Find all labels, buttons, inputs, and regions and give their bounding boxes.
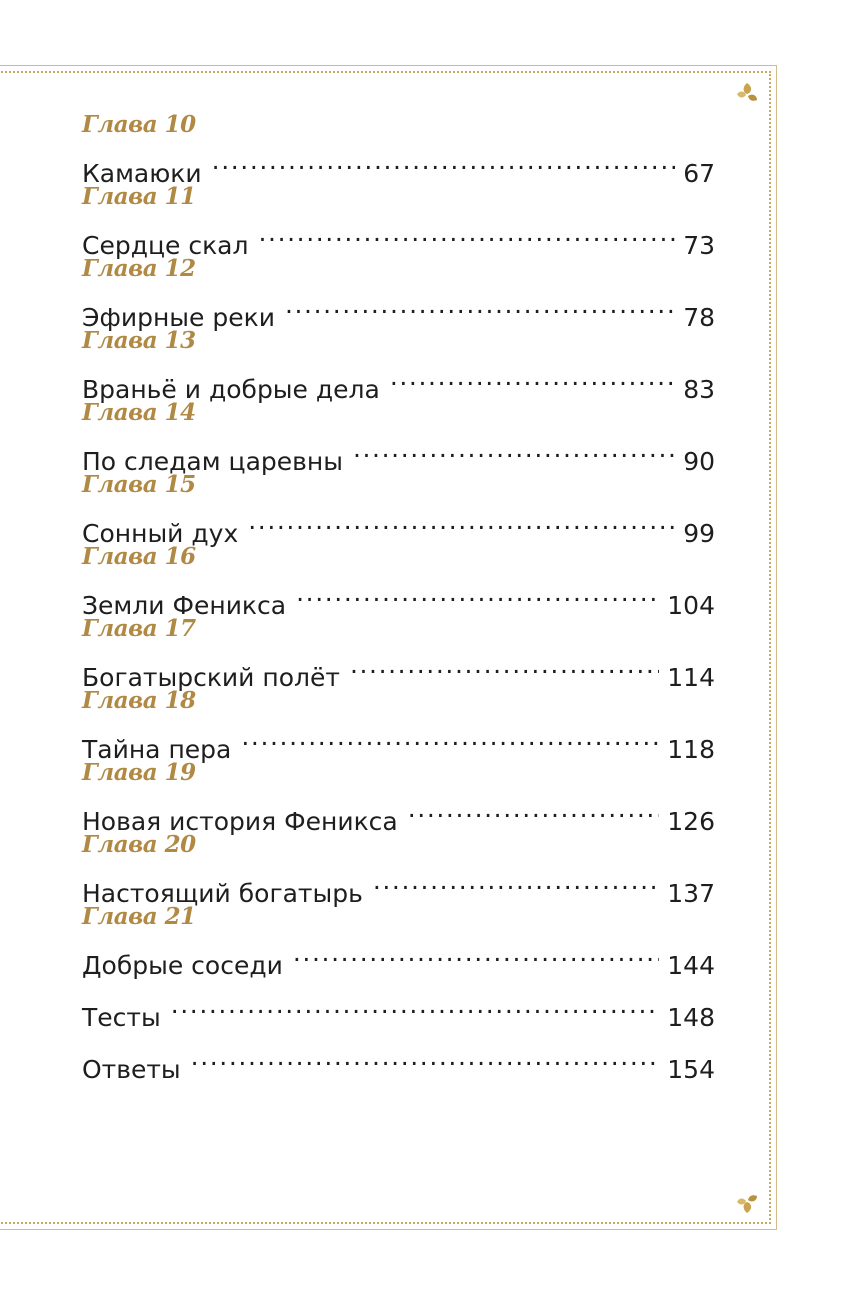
toc-entry[interactable]	[82, 398, 715, 476]
chapter-title: Добрые соседи	[82, 951, 283, 980]
page-number: 154	[667, 1055, 715, 1084]
chapter-label: Глава 19	[82, 759, 196, 786]
dot-leader	[241, 716, 659, 758]
dot-leader	[212, 140, 676, 182]
dot-leader	[350, 644, 659, 686]
dot-leader	[293, 932, 659, 974]
toc-entry[interactable]	[82, 542, 715, 620]
section-title: Ответы	[82, 1055, 181, 1084]
toc-entry[interactable]	[82, 326, 715, 404]
dot-leader	[191, 1036, 660, 1078]
dot-leader	[296, 572, 659, 614]
chapter-title: Земли Феникса	[82, 591, 287, 620]
toc-entry[interactable]	[82, 758, 715, 836]
page-number: 137	[667, 879, 715, 908]
chapter-title: По следам царевны	[82, 447, 343, 476]
page-number: 83	[683, 375, 715, 404]
leaf-ornament-icon	[734, 80, 760, 106]
chapter-label: Глава 21	[82, 903, 196, 930]
dot-leader	[285, 284, 675, 326]
page-number: 114	[667, 663, 715, 692]
chapter-title: Богатырский полёт	[82, 663, 340, 692]
toc-entry[interactable]	[82, 182, 715, 260]
chapter-label: Глава 15	[82, 471, 196, 498]
chapter-label: Глава 11	[82, 183, 196, 210]
toc-entry[interactable]	[82, 686, 715, 764]
page-number: 78	[683, 303, 715, 332]
page-number: 118	[667, 735, 715, 764]
chapter-label: Глава 12	[82, 255, 196, 282]
leaf-ornament-icon	[734, 1190, 760, 1216]
chapter-title: Камаюки	[82, 159, 202, 188]
chapter-title: Настоящий богатырь	[82, 879, 363, 908]
page-number: 144	[667, 951, 715, 980]
chapter-label: Глава 13	[82, 327, 196, 354]
toc-entry[interactable]	[82, 470, 715, 548]
chapter-title: Тайна пера	[82, 735, 232, 764]
page-number: 148	[667, 1003, 715, 1032]
chapter-title: Сердце скал	[82, 231, 249, 260]
page-number: 126	[667, 807, 715, 836]
dot-leader	[248, 500, 675, 542]
dot-leader	[390, 356, 675, 398]
dot-leader	[408, 788, 660, 830]
chapter-label: Глава 10	[82, 111, 196, 138]
dot-leader	[373, 860, 659, 902]
dot-leader	[353, 428, 675, 470]
toc-entry[interactable]	[82, 254, 715, 332]
chapter-label: Глава 18	[82, 687, 196, 714]
page-number: 90	[683, 447, 715, 476]
chapter-label: Глава 16	[82, 543, 196, 570]
toc-entry[interactable]	[82, 614, 715, 692]
dot-leader	[258, 212, 675, 254]
page-number: 104	[667, 591, 715, 620]
chapter-title: Враньё и добрые дела	[82, 375, 380, 404]
toc-entry-tests[interactable]	[82, 984, 715, 1032]
dot-leader	[171, 984, 660, 1026]
section-title: Тесты	[82, 1003, 161, 1032]
chapter-title: Эфирные реки	[82, 303, 275, 332]
page-number: 99	[683, 519, 715, 548]
toc-entry[interactable]	[82, 902, 715, 980]
table-of-contents	[82, 110, 715, 1084]
chapter-label: Глава 14	[82, 399, 196, 426]
toc-entry[interactable]	[82, 110, 715, 188]
chapter-label: Глава 17	[82, 615, 196, 642]
chapter-title: Новая история Феникса	[82, 807, 398, 836]
page-number: 73	[683, 231, 715, 260]
page-number: 67	[683, 159, 715, 188]
chapter-title: Сонный дух	[82, 519, 239, 548]
chapter-label: Глава 20	[82, 831, 196, 858]
toc-entry-answers[interactable]	[82, 1036, 715, 1084]
